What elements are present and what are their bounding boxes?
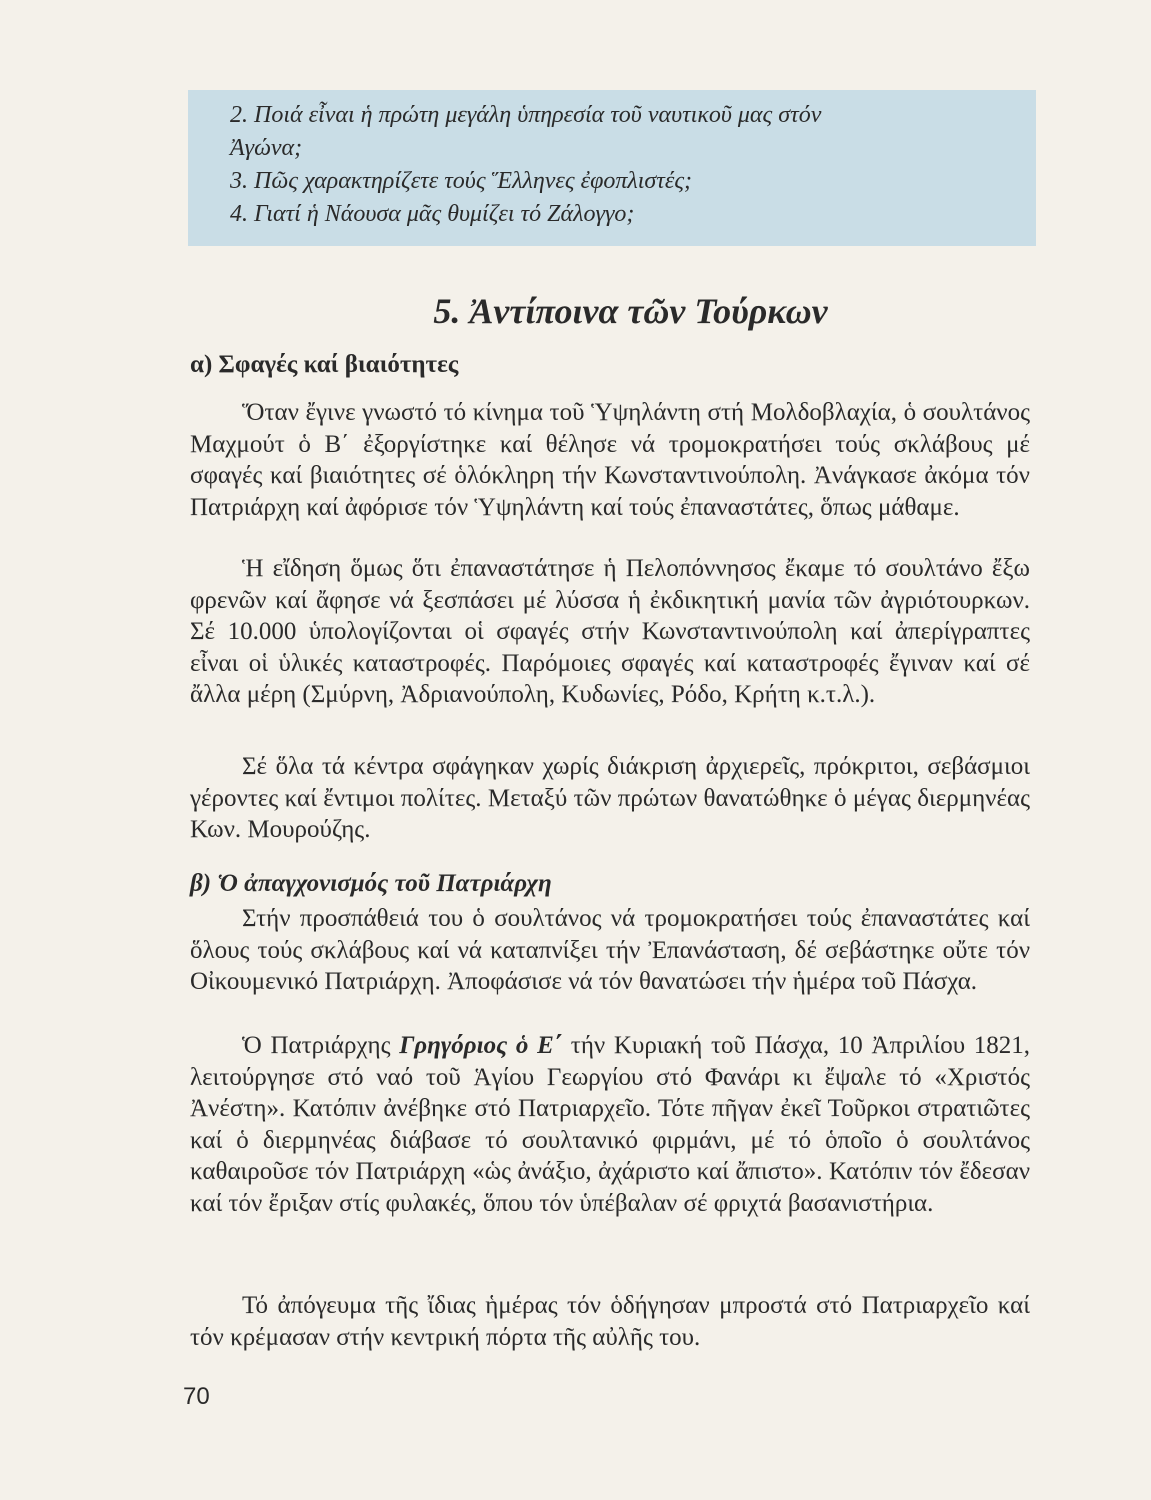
patriarch-name: Γρηγόριος ὁ Ε΄	[399, 1032, 563, 1059]
question-4: 4. Γιατί ἡ Νάουσα μᾶς θυμίζει τό Ζάλογγο;	[230, 201, 635, 227]
paragraph-b-3: Τό ἀπόγευμα τῆς ἴδιας ἡμέρας τόν ὁδήγησαν μπροστά στό Πατριαρχεῖο καί τόν κρέμασαν στήν κεντρική πόρτα τῆς αὐλῆς του.	[190, 1292, 1030, 1351]
paragraph-a-2: Ἡ εἴδηση ὅμως ὅτι ἐπαναστάτησε ἡ Πελοπόννησος ἔκαμε τό σουλτάνο ἔξω φρενῶν καί ἄφησε νά ξεσπάσει μέ λύσσα ἡ ἐκδικητική μανία τῶν ἀγριότουρκων. Σέ 10.000 ὑπολογίζονται οἱ σφαγές στήν Κωνσταντινούπολη καί ἀπερίγραπτες εἶναι οἱ ὑλικές καταστροφές. Παρόμοιες σφαγές καί καταστροφές ἔγιναν καί σέ ἄλλα μέρη (Σμύρνη, Ἀδριανούπολη, Κυδωνίες, Ρόδο, Κρήτη κ.τ.λ.).	[190, 555, 1030, 709]
question-3: 3. Πῶς χαρακτηρίζετε τούς Ἕλληνες ἐφοπλιστές;	[230, 168, 693, 194]
paragraph-a-1: Ὅταν ἔγινε γνωστό τό κίνημα τοῦ Ὑψηλάντη στή Μολδοβλαχία, ὁ σουλτάνος Μαχμούτ ὁ Β΄ ἐξοργίστηκε καί θέλησε νά τρομοκρατήσει τούς σκλάβους μέ σφαγές καί βιαιότητες σέ ὁλόκληρη τήν Κωνσταντινούπολη. Ἀνάγκασε ἀκόμα τόν Πατριάρχη καί ἀφόρισε τόν Ὑψηλάντη καί τούς ἐπαναστάτες, ὅπως μάθαμε.	[190, 399, 1030, 521]
questions-box	[188, 90, 1036, 246]
paragraph-a-3: Σέ ὅλα τά κέντρα σφάγηκαν χωρίς διάκριση ἀρχιερεῖς, πρόκριτοι, σεβάσμιοι γέροντες καί ἔντιμοι πολίτες. Μεταξύ τῶν πρώτων θανατώθηκε ὁ μέγας διερμηνέας Κων. Μουρούζης.	[190, 753, 1030, 844]
section-title: 5. Ἀντίποινα τῶν Τούρκων	[433, 291, 828, 331]
question-2: 2. Ποιά εἶναι ἡ πρώτη μεγάλη ὑπηρεσία τοῦ ναυτικοῦ μας στόν	[230, 102, 822, 128]
page-number: 70	[183, 1383, 210, 1410]
paragraph-b-2: Ὁ Πατριάρχης Γρηγόριος ὁ Ε΄ τήν Κυριακή τοῦ Πάσχα, 10 Ἀπριλίου 1821, λειτούργησε στό ναό τοῦ Ἁγίου Γεωργίου στό Φανάρι κι ἔψαλε τό «Χριστός Ἀνέστη». Κατόπιν ἀνέβηκε στό Πατριαρχεῖο. Τότε πῆγαν ἐκεῖ Τοῦρκοι στρατιῶτες καί ὁ διερμηνέας διάβασε τό σουλτανικό φιρμάνι, μέ τό ὁποῖο ὁ σουλτάνος καθαιροῦσε τόν Πατριάρχη «ὡς ἀνάξιο, ἀχάριστο καί ἄπιστο». Κατόπιν τόν ἔδεσαν καί τόν ἔριξαν στίς φυλακές, ὅπου τόν ὑπέβαλαν σέ φριχτά βασανιστήρια.	[190, 1032, 1030, 1217]
paragraph-b-1: Στήν προσπάθειά του ὁ σουλτάνος νά τρομοκρατήσει τούς ἐπαναστάτες καί ὅλους τούς σκλάβους καί νά καταπνίξει τήν Ἐπανάσταση, δέ σεβάστηκε οὔτε τόν Οἰκουμενικό Πατριάρχη. Ἀποφάσισε νά τόν θανατώσει τήν ἡμέρα τοῦ Πάσχα.	[190, 905, 1030, 996]
subheading-a: α) Σφαγές καί βιαιότητες	[190, 351, 459, 378]
subheading-b: β) Ὁ ἀπαγχονισμός τοῦ Πατριάρχη	[190, 870, 552, 897]
question-2-continued: Ἀγώνα;	[230, 135, 303, 161]
